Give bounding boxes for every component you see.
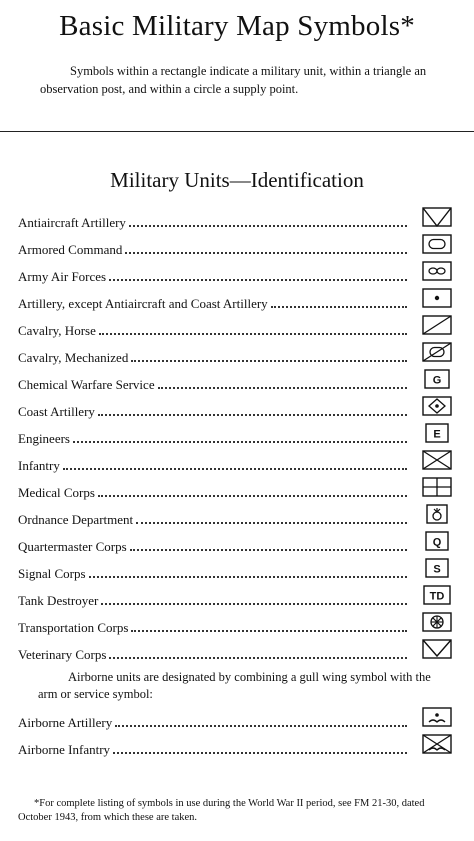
symbol-code: Q	[432, 536, 442, 549]
unit-label: Army Air Forces	[18, 269, 107, 284]
veterinary-symbol-icon	[422, 639, 452, 659]
artillery-symbol-icon	[422, 288, 452, 308]
air-forces-symbol-icon	[422, 261, 452, 281]
unit-row-tank-destroyer	[18, 587, 413, 609]
symbol-code: S	[433, 563, 441, 576]
engineers-symbol-icon	[422, 423, 452, 443]
leader-dots	[109, 279, 407, 281]
unit-row-veterinary	[18, 641, 413, 663]
signal-symbol-icon	[422, 558, 452, 578]
unit-label: Engineers	[18, 431, 70, 446]
unit-row-signal	[18, 560, 413, 582]
divider	[0, 131, 474, 132]
unit-label: Quartermaster Corps	[18, 539, 127, 554]
leader-dots	[136, 522, 407, 524]
unit-row-airborne-artillery	[18, 709, 413, 731]
unit-label: Cavalry, Mechanized	[18, 350, 129, 365]
leader-dots	[63, 468, 407, 470]
leader-dots	[98, 495, 407, 497]
unit-row-armored	[18, 236, 413, 258]
leader-dots	[89, 576, 407, 578]
airborne-infantry-symbol-icon	[422, 734, 452, 754]
unit-label: Infantry	[18, 458, 60, 473]
antiaircraft-symbol-icon	[422, 207, 452, 227]
unit-row-cavalry-horse	[18, 317, 413, 339]
armored-symbol-icon	[422, 234, 452, 254]
unit-label: Airborne Infantry	[18, 742, 111, 757]
unit-row-engineers	[18, 425, 413, 447]
intro-paragraph: Symbols within a rectangle indicate a military unit, within a triangle an observation post, and within a circle a supply point.	[40, 64, 427, 96]
unit-row-airborne-infantry	[18, 736, 413, 758]
quartermaster-symbol-icon	[422, 531, 452, 551]
coast-artillery-symbol-icon	[422, 396, 452, 416]
leader-dots	[109, 657, 407, 659]
leader-dots	[158, 387, 407, 389]
unit-label: Transportation Corps	[18, 620, 129, 635]
leader-dots	[129, 225, 407, 227]
leader-dots	[98, 414, 407, 416]
medical-symbol-icon	[422, 477, 452, 497]
cavalry-horse-symbol-icon	[422, 315, 452, 335]
ordnance-symbol-icon	[422, 504, 452, 524]
unit-label: Cavalry, Horse	[18, 323, 96, 338]
leader-dots	[73, 441, 407, 443]
leader-dots	[131, 360, 407, 362]
symbol-code: TD	[429, 590, 445, 603]
unit-label: Antiaircraft Artillery	[18, 215, 126, 230]
unit-label: Tank Destroyer	[18, 593, 99, 608]
leader-dots	[113, 752, 407, 754]
chemical-symbol-icon	[422, 369, 452, 389]
section-title: Military Units—Identification	[110, 168, 364, 192]
leader-dots	[115, 725, 407, 727]
unit-row-coast-artillery	[18, 398, 413, 420]
transportation-symbol-icon	[422, 612, 452, 632]
cavalry-mechanized-symbol-icon	[422, 342, 452, 362]
unit-label: Artillery, except Antiaircraft and Coast Artillery	[18, 296, 268, 311]
unit-label: Veterinary Corps	[18, 647, 107, 662]
symbol-code: E	[433, 428, 441, 441]
infantry-symbol-icon	[422, 450, 452, 470]
unit-label: Medical Corps	[18, 485, 95, 500]
airborne-note: Airborne units are designated by combining a gull wing symbol with the arm or service symbol:	[38, 670, 431, 701]
unit-row-infantry	[18, 452, 413, 474]
unit-label: Chemical Warfare Service	[18, 377, 155, 392]
unit-row-ordnance	[18, 506, 413, 528]
unit-row-air-forces	[18, 263, 413, 285]
leader-dots	[271, 306, 407, 308]
page-title: Basic Military Map Symbols*	[59, 10, 415, 42]
unit-row-cavalry-mechanized	[18, 344, 413, 366]
unit-row-artillery	[18, 290, 413, 312]
unit-row-transportation	[18, 614, 413, 636]
unit-label: Armored Command	[18, 242, 123, 257]
leader-dots	[99, 333, 407, 335]
airborne-artillery-symbol-icon	[422, 707, 452, 727]
leader-dots	[101, 603, 407, 605]
leader-dots	[131, 630, 407, 632]
leader-dots	[125, 252, 407, 254]
footnote: *For complete listing of symbols in use during the World War II period, see FM 21-30, dated October 1943, from which these are taken.	[18, 798, 425, 823]
tank-destroyer-symbol-icon	[422, 585, 452, 605]
unit-label: Airborne Artillery	[18, 715, 113, 730]
leader-dots	[130, 549, 407, 551]
unit-row-medical	[18, 479, 413, 501]
unit-label: Coast Artillery	[18, 404, 95, 419]
symbol-code: G	[432, 374, 442, 387]
unit-label: Ordnance Department	[18, 512, 134, 527]
unit-row-chemical	[18, 371, 413, 393]
unit-label: Signal Corps	[18, 566, 86, 581]
unit-row-quartermaster	[18, 533, 413, 555]
unit-row-antiaircraft	[18, 209, 413, 231]
